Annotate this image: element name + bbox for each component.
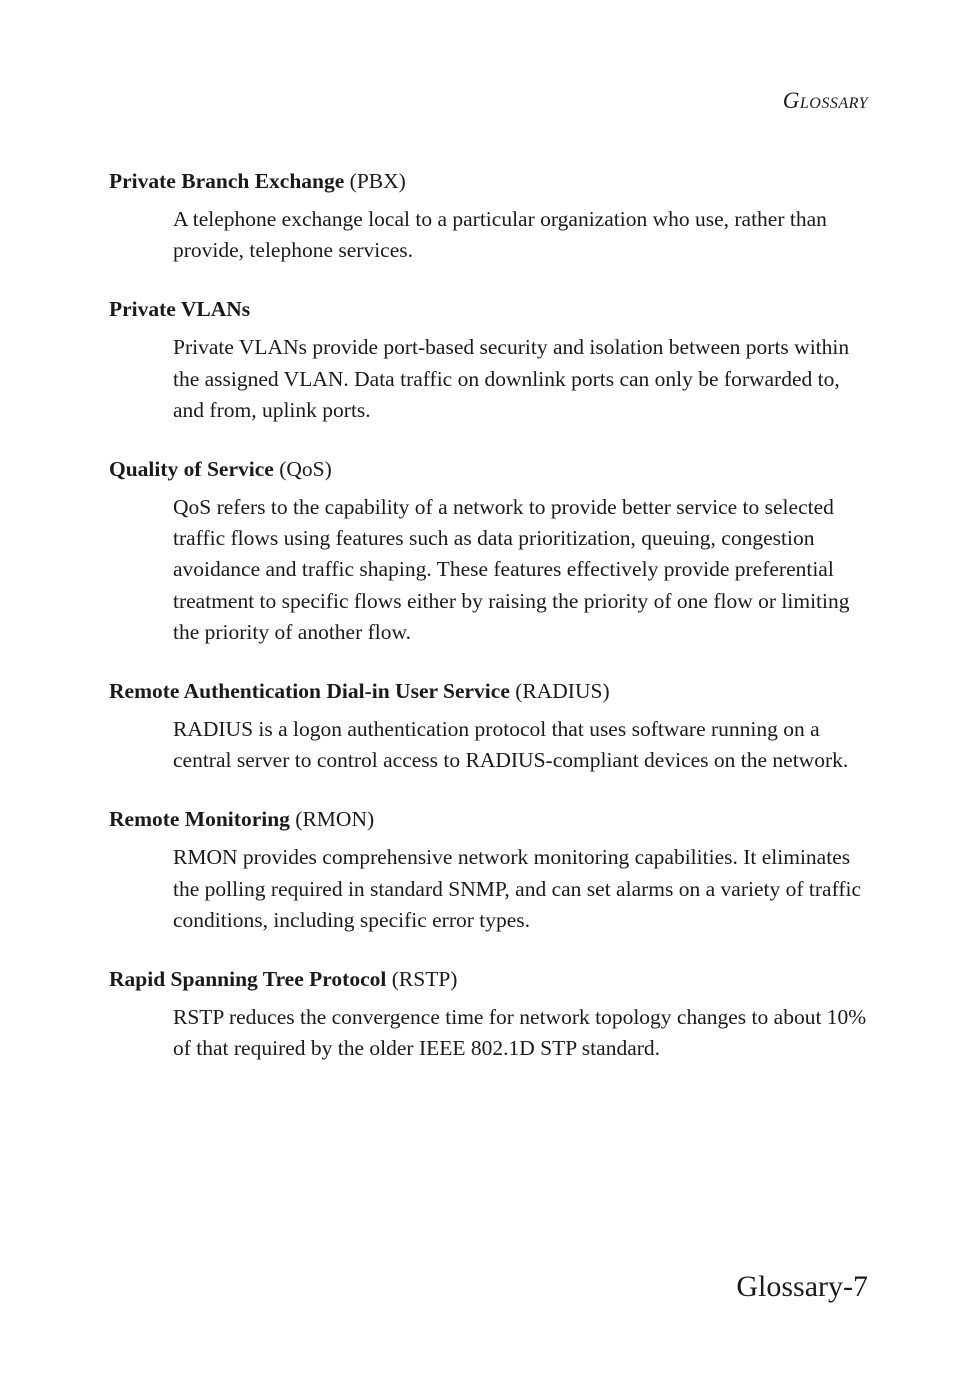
glossary-entry bbox=[109, 294, 869, 426]
entry-definition: QoS refers to the capability of a network to provide better service to selected traffic flows using features such as data prioritization, queuing, congestion avoidance and traffic shaping. These features effectively provide preferential treatment to specific flows either by raising the priority of one flow or limiting the priority of another flow. bbox=[173, 495, 850, 644]
entry-term: Remote Monitoring bbox=[109, 807, 290, 832]
entry-abbreviation: (QoS) bbox=[279, 457, 332, 482]
entry-definition: A telephone exchange local to a particular organization who use, rather than provide, telephone services. bbox=[173, 207, 827, 263]
page-number: Glossary-7 bbox=[736, 1270, 868, 1303]
entry-definition: RSTP reduces the convergence time for network topology changes to about 10% of that required by the older IEEE 802.1D STP standard. bbox=[173, 1005, 867, 1061]
glossary-entry bbox=[109, 804, 869, 936]
glossary-entry bbox=[109, 166, 869, 266]
entry-term: Private VLANs bbox=[109, 297, 251, 322]
entry-abbreviation: (RSTP) bbox=[391, 967, 458, 992]
glossary-entry bbox=[109, 454, 869, 648]
glossary-entry bbox=[109, 676, 869, 776]
entry-definition: RADIUS is a logon authentication protocol that uses software running on a central server to control access to RADIUS-compliant devices on the network. bbox=[173, 717, 849, 773]
entry-abbreviation: (PBX) bbox=[349, 169, 406, 193]
entry-heading bbox=[109, 454, 869, 485]
entry-term: Remote Authentication Dial-in User Service bbox=[109, 679, 510, 704]
entry-abbreviation: (RADIUS) bbox=[515, 679, 610, 704]
entry-definition: RMON provides comprehensive network monitoring capabilities. It eliminates the polling required in standard SNMP, and can set alarms on a variety of traffic conditions, including specific error types. bbox=[173, 845, 862, 932]
entry-heading bbox=[109, 676, 869, 707]
entry-term: Quality of Service bbox=[109, 457, 274, 482]
running-head: Glossary bbox=[782, 88, 868, 113]
entry-definition: Private VLANs provide port-based security and isolation between ports within the assigned VLAN. Data traffic on downlink ports can only be forwarded to, and from, uplink ports. bbox=[173, 335, 850, 422]
entry-heading bbox=[109, 166, 869, 197]
entry-heading bbox=[109, 804, 869, 835]
entry-term: Private Branch Exchange bbox=[109, 169, 345, 193]
glossary-entries bbox=[109, 166, 869, 1092]
entry-term: Rapid Spanning Tree Protocol bbox=[109, 967, 387, 992]
glossary-entry bbox=[109, 964, 869, 1064]
entry-heading bbox=[109, 294, 869, 325]
entry-abbreviation: (RMON) bbox=[295, 807, 375, 832]
entry-heading bbox=[109, 964, 869, 995]
